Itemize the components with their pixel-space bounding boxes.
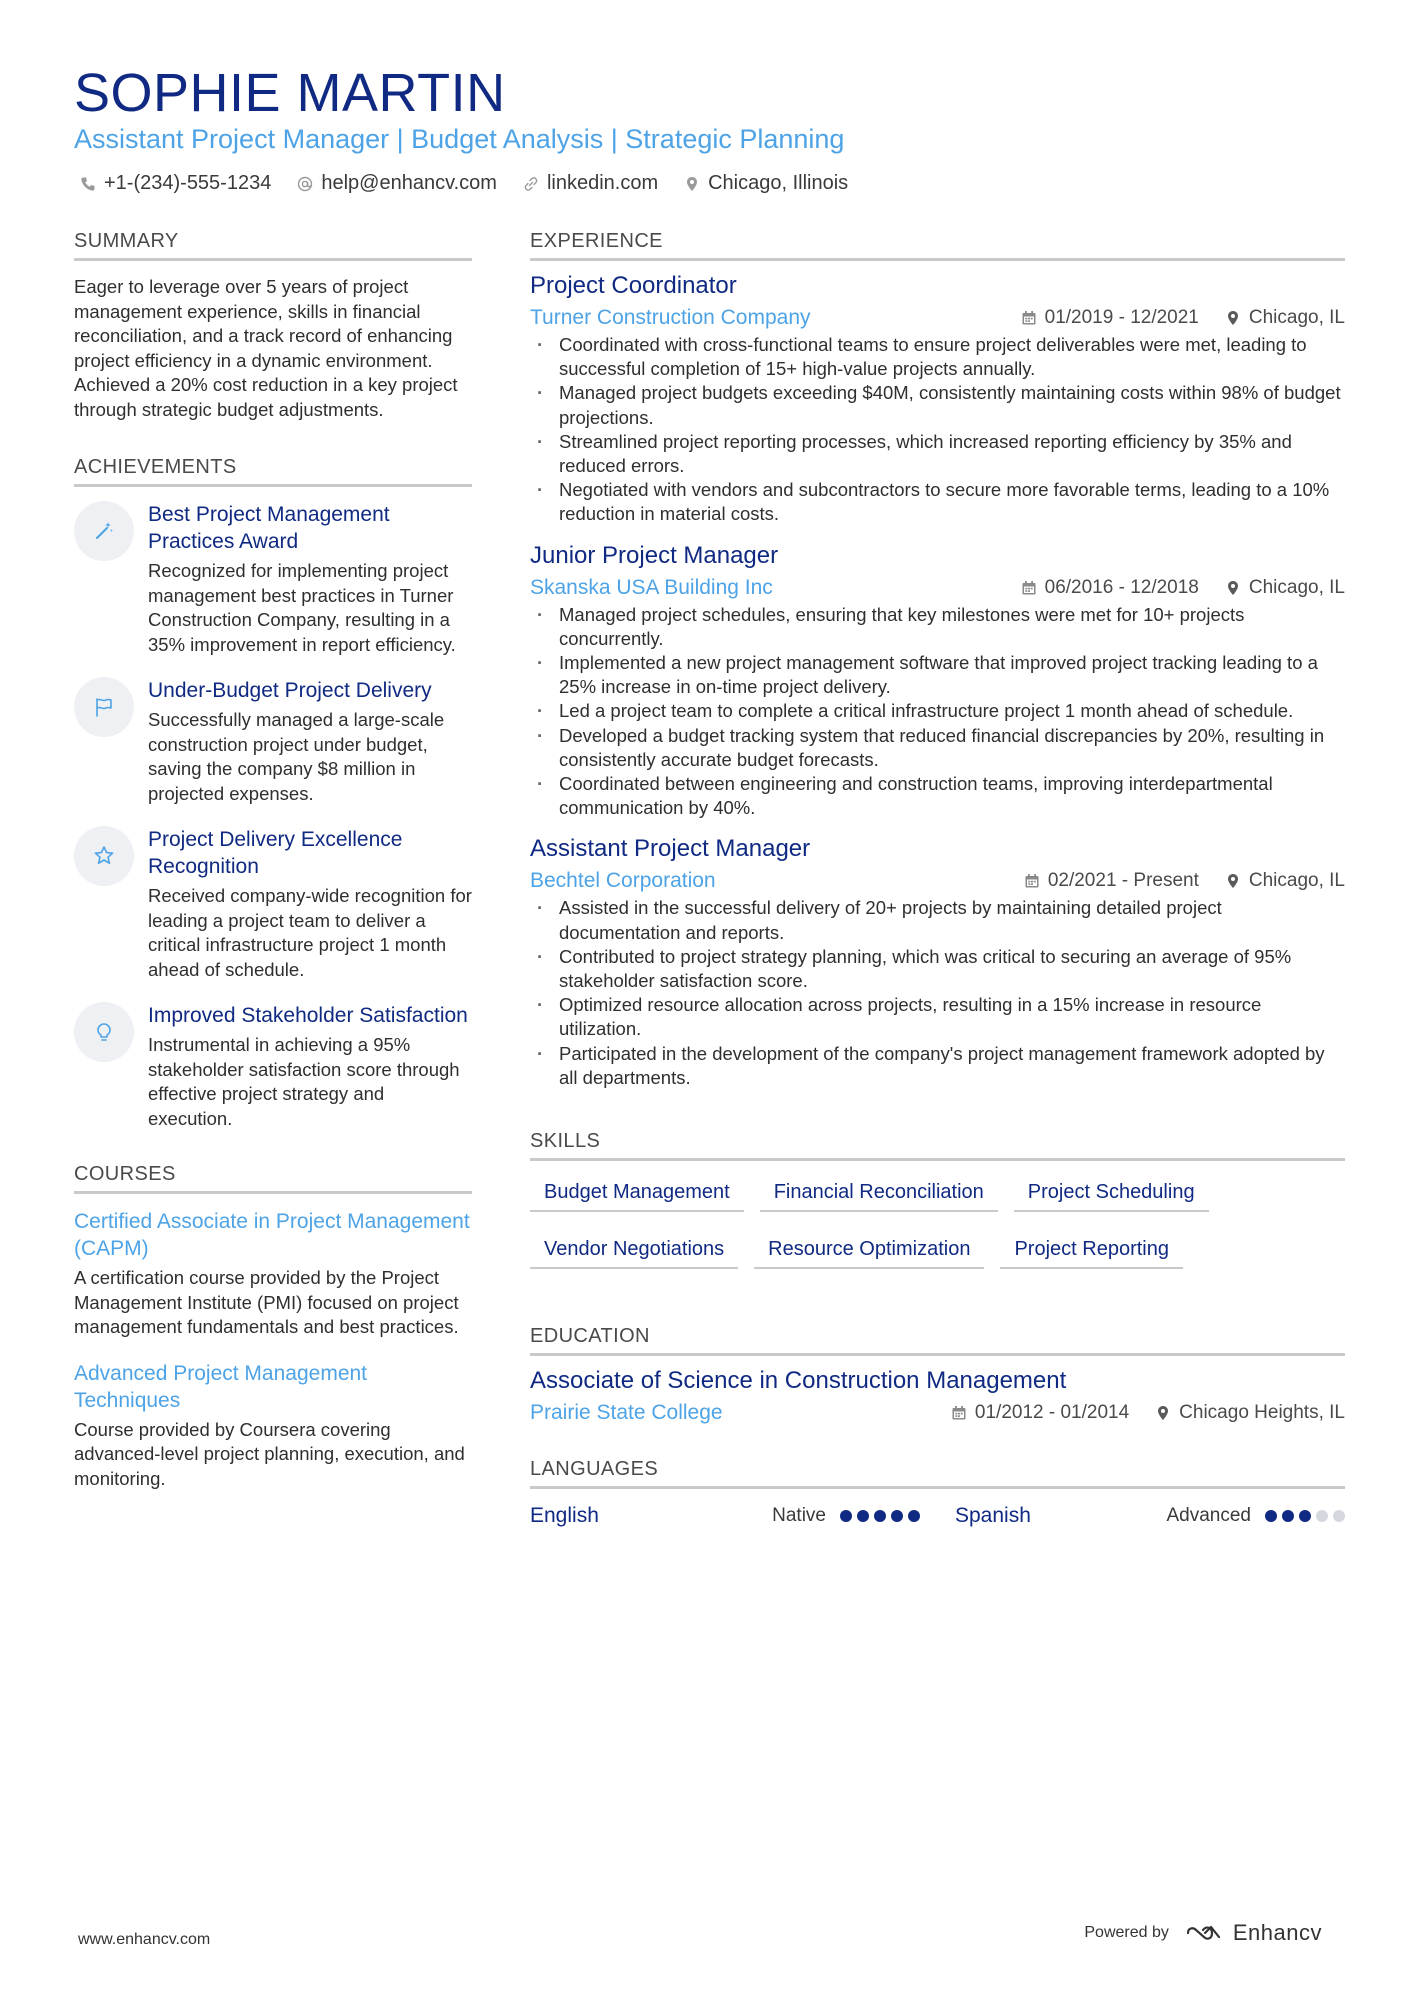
achievements-section	[74, 456, 472, 1131]
rating-dot-filled	[840, 1510, 852, 1522]
job-meta	[530, 303, 1345, 333]
phone-text: +1-(234)-555-1234	[104, 172, 272, 194]
achievement-title: Project Delivery Excellence Recognition	[148, 828, 403, 878]
job-bullet: · Participated in the development of the company's project management framework adopted by all departments.	[530, 1042, 1345, 1090]
email-text: help@enhancv.com	[321, 172, 497, 194]
star-icon	[92, 844, 116, 868]
company-name: Bechtel Corporation	[530, 869, 716, 893]
job-entry	[530, 269, 1345, 527]
job-location	[1225, 307, 1345, 329]
job-entry	[530, 832, 1345, 1090]
job-location	[1225, 577, 1345, 599]
education-dates-text: 01/2012 - 01/2014	[974, 1402, 1130, 1424]
language-level: Native	[772, 1505, 826, 1527]
rating-dot-empty	[1333, 1510, 1345, 1522]
brand-logo[interactable]	[1185, 1920, 1322, 1946]
job-bullets	[530, 333, 1345, 527]
contact-linkedin[interactable]	[523, 172, 658, 195]
skill-tag: Budget Management	[530, 1175, 744, 1212]
job-bullet: · Assisted in the successful delivery of 20+ projects by maintaining detailed project documentation and reports.	[530, 896, 1345, 944]
job-bullet: · Coordinated with cross-functional teams to ensure project deliverables were met, leading to successful completion of 15+ high-value projects annually.	[530, 333, 1345, 381]
left-column	[74, 230, 472, 1511]
at-icon	[297, 176, 313, 192]
company-name: Skanska USA Building Inc	[530, 575, 773, 599]
location-pin-icon	[1225, 580, 1241, 596]
location-text: Chicago, Illinois	[708, 172, 849, 194]
contact-location	[684, 172, 848, 195]
education-location-text: Chicago Heights, IL	[1179, 1402, 1345, 1424]
skills-list	[530, 1175, 1345, 1269]
job-dates	[1021, 307, 1199, 329]
calendar-icon	[1021, 580, 1037, 596]
rating-dot-filled	[857, 1510, 869, 1522]
calendar-icon	[951, 1405, 967, 1421]
job-title: Junior Project Manager	[530, 541, 779, 569]
rating-dot-filled	[908, 1510, 920, 1522]
achievement-title: Improved Stakeholder Satisfaction	[148, 1004, 468, 1027]
footer-brand	[1084, 1920, 1322, 1946]
education-location	[1155, 1402, 1345, 1424]
course-item	[74, 1360, 472, 1492]
contact-phone[interactable]	[80, 172, 271, 195]
brand-name: Enhancv	[1232, 1920, 1322, 1945]
powered-by-text: Powered by	[1084, 1924, 1169, 1941]
language-rating	[840, 1510, 920, 1522]
skill-tag: Project Reporting	[1000, 1232, 1183, 1269]
skill-tag: Resource Optimization	[754, 1232, 984, 1269]
link-icon	[523, 176, 539, 192]
language-name: Spanish	[955, 1504, 1031, 1528]
candidate-headline: Assistant Project Manager | Budget Analysis | Strategic Planning	[74, 124, 845, 154]
magic-wand-icon	[92, 519, 116, 543]
linkedin-text: linkedin.com	[546, 172, 659, 194]
rating-dot-filled	[891, 1510, 903, 1522]
location-pin-icon	[1155, 1405, 1171, 1421]
course-title: Advanced Project Management Techniques	[74, 1361, 368, 1412]
job-bullet: · Implemented a new project management software that improved project tracking leading to a 25% increase in on-time project delivery.	[530, 651, 1345, 699]
languages-section	[530, 1458, 1345, 1533]
contact-bar	[80, 172, 848, 195]
achievement-title: Best Project Management Practices Award	[148, 503, 390, 553]
job-bullet: · Coordinated between engineering and construction teams, improving interdepartmental communication by 40%.	[530, 772, 1345, 820]
language-name: English	[530, 1504, 599, 1528]
achievement-text: Received company-wide recognition for leading a project team to deliver a critical infrastructure project 1 month ahead of schedule.	[148, 885, 472, 980]
job-bullet: · Managed project budgets exceeding $40M, consistently maintaining costs within 98% of budget projections.	[530, 381, 1345, 429]
calendar-icon	[1024, 873, 1040, 889]
experience-section	[530, 230, 1345, 1090]
enhancv-logo-icon	[1185, 1923, 1225, 1943]
job-bullet: · Negotiated with vendors and subcontractors to secure more favorable terms, leading to a 10% reduction in material costs.	[530, 478, 1345, 526]
achievement-icon-badge	[74, 826, 134, 886]
company-name: Turner Construction Company	[530, 306, 811, 329]
location-pin-icon	[684, 176, 700, 192]
job-bullets	[530, 896, 1345, 1090]
calendar-icon	[1021, 310, 1037, 326]
language-level: Advanced	[1166, 1505, 1251, 1527]
summary-heading: SUMMARY	[74, 230, 472, 261]
job-location-text: Chicago, IL	[1248, 576, 1345, 598]
rating-dot-empty	[1316, 1510, 1328, 1522]
education-dates	[951, 1402, 1129, 1424]
rating-dot-filled	[1282, 1510, 1294, 1522]
location-pin-icon	[1225, 310, 1241, 326]
achievement-item	[74, 826, 472, 982]
degree-title: Associate of Science in Construction Management	[530, 1367, 1067, 1395]
skills-section	[530, 1130, 1345, 1269]
course-title: Certified Associate in Project Management (CAPM)	[74, 1210, 470, 1260]
job-dates-text: 02/2021 - Present	[1047, 870, 1199, 892]
courses-heading: COURSES	[74, 1163, 472, 1194]
right-column	[530, 230, 1345, 1533]
rating-dot-filled	[1265, 1510, 1277, 1522]
job-dates-text: 06/2016 - 12/2018	[1044, 576, 1199, 598]
job-bullet: · Streamlined project reporting processes, which increased reporting efficiency by 35% and reduced errors.	[530, 430, 1345, 478]
job-title: Project Coordinator	[530, 272, 737, 299]
lightbulb-icon	[92, 1020, 116, 1044]
job-location-text: Chicago, IL	[1248, 870, 1345, 892]
summary-section	[74, 230, 472, 422]
summary-text: Eager to leverage over 5 years of project management experience, skills in financial reconciliation, and a track record of enhancing project efficiency in a dynamic environment. Achieved a 20% cost reduction in a key project through strategic budget adjustments.	[74, 276, 458, 420]
skills-heading: SKILLS	[530, 1130, 1345, 1161]
job-meta	[530, 573, 1345, 603]
job-bullet: · Led a project team to complete a critical infrastructure project 1 month ahead of schedule.	[530, 699, 1345, 723]
job-bullet: · Managed project schedules, ensuring that key milestones were met for 10+ projects concurrently.	[530, 603, 1345, 651]
achievement-item	[74, 677, 472, 806]
achievement-text: Recognized for implementing project management best practices in Turner Construction Company, resulting in a 35% improvement in report efficiency.	[148, 560, 456, 655]
achievement-icon-badge	[74, 1002, 134, 1062]
school-name: Prairie State College	[530, 1401, 723, 1425]
languages-list	[530, 1499, 1345, 1533]
achievements-heading: ACHIEVEMENTS	[74, 456, 472, 487]
rating-dot-filled	[874, 1510, 886, 1522]
achievement-icon-badge	[74, 501, 134, 561]
candidate-name: SOPHIE MARTIN	[74, 63, 506, 123]
footer-website[interactable]: www.enhancv.com	[78, 1931, 211, 1948]
language-rating	[1265, 1510, 1345, 1522]
contact-email[interactable]	[297, 172, 497, 195]
skill-tag: Project Scheduling	[1014, 1175, 1209, 1212]
job-dates	[1024, 870, 1199, 892]
job-bullets	[530, 603, 1345, 821]
phone-icon	[80, 176, 96, 192]
achievement-icon-badge	[74, 677, 134, 737]
flag-icon	[92, 695, 116, 719]
job-dates	[1021, 577, 1199, 599]
course-item	[74, 1208, 472, 1340]
job-dates-text: 01/2019 - 12/2021	[1044, 307, 1199, 328]
job-location-text: Chicago, IL	[1248, 307, 1345, 328]
rating-dot-filled	[1299, 1510, 1311, 1522]
job-bullet: · Optimized resource allocation across projects, resulting in a 15% increase in resource utilization.	[530, 993, 1345, 1041]
courses-section	[74, 1163, 472, 1491]
education-section	[530, 1325, 1345, 1428]
job-bullet: · Contributed to project strategy planning, which was critical to securing an average of 95% stakeholder satisfaction score.	[530, 945, 1345, 993]
education-heading: EDUCATION	[530, 1325, 1345, 1356]
achievement-text: Successfully managed a large-scale construction project under budget, saving the company $8 million in projected expenses.	[148, 709, 445, 804]
achievement-text: Instrumental in achieving a 95% stakeholder satisfaction score through effective project strategy and execution.	[148, 1034, 460, 1129]
location-pin-icon	[1225, 873, 1241, 889]
achievement-item	[74, 501, 472, 657]
job-entry	[530, 539, 1345, 821]
job-bullet: · Developed a budget tracking system that reduced financial discrepancies by 20%, resulting in consistently accurate budget forecasts.	[530, 724, 1345, 772]
achievement-item	[74, 1002, 472, 1131]
achievement-title: Under-Budget Project Delivery	[148, 679, 432, 702]
language-item	[955, 1504, 1345, 1528]
education-meta	[530, 1398, 1345, 1428]
job-title: Assistant Project Manager	[530, 835, 811, 863]
languages-heading: LANGUAGES	[530, 1458, 1345, 1489]
skill-tag: Vendor Negotiations	[530, 1232, 738, 1269]
language-item	[530, 1504, 920, 1528]
course-text: A certification course provided by the Project Management Institute (PMI) focused on project management fundamentals and best practices.	[74, 1267, 459, 1337]
experience-heading: EXPERIENCE	[530, 230, 1345, 261]
job-meta	[530, 866, 1345, 896]
course-text: Course provided by Coursera covering advanced-level project planning, execution, and monitoring.	[74, 1418, 465, 1489]
job-location	[1225, 870, 1345, 892]
skill-tag: Financial Reconciliation	[760, 1175, 998, 1212]
